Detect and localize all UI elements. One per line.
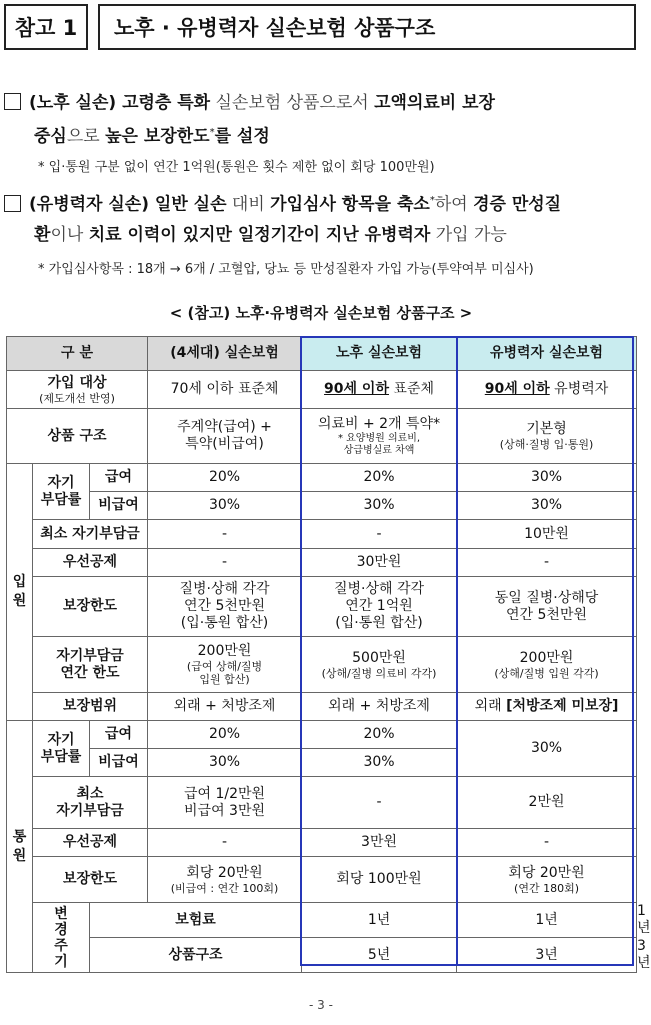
table-row xyxy=(7,857,637,903)
cell-line: 질병·상해 각각 xyxy=(179,581,270,597)
cell: - xyxy=(148,520,302,549)
cell: 30% xyxy=(302,749,457,777)
row-label-copay-rate xyxy=(33,721,90,777)
senior-l2b: 으로 xyxy=(66,126,106,147)
cell-line: 동일 질병·상해당 xyxy=(494,589,599,606)
row-label-covered: 급여 xyxy=(90,464,148,492)
row-label-product-structure: 상품구조 xyxy=(90,938,302,973)
cell: 20% xyxy=(302,464,457,492)
paragraph-preexisting-line1 xyxy=(4,186,636,220)
cell-line: (상해/질병 의료비 각각) xyxy=(321,666,437,680)
cell-line: 500만원 xyxy=(352,649,406,666)
senior-l2c: 높은 보장한도 xyxy=(105,126,210,147)
pre-l2d: 가입 가능 xyxy=(430,224,507,245)
cell xyxy=(457,693,637,721)
pre-l1d: 하여 xyxy=(434,194,474,215)
row-label-annual-cap xyxy=(33,637,148,693)
pre-l2c: 치료 이력이 있지만 일정기간이 지난 유병력자 xyxy=(88,224,431,245)
table-row xyxy=(7,693,637,721)
cell-text: 외래 xyxy=(474,698,507,714)
row-label-min-copay xyxy=(33,777,148,829)
cell-line: 연간 1억원 xyxy=(345,598,413,614)
cell-line: 회당 20만원 xyxy=(508,864,585,881)
cell: 20% xyxy=(302,721,457,749)
header xyxy=(4,4,636,54)
senior-text: 실손보험 상품으로서 xyxy=(210,93,375,113)
cell xyxy=(457,409,637,464)
cell: 외래 + 처방조제 xyxy=(148,693,302,721)
col-header-senior: 노후 실손보험 xyxy=(302,337,457,371)
group-text: 입 원 xyxy=(12,574,27,609)
cell: 30% xyxy=(457,721,637,777)
cell: 30% xyxy=(148,492,302,520)
paragraph-senior xyxy=(4,88,636,152)
header-label: 참고 1 xyxy=(4,4,88,50)
cap-l1: 자기부담금 xyxy=(56,647,124,664)
cell-line: (입·통원 합산) xyxy=(335,615,423,631)
copay-l1: 자기 xyxy=(47,731,75,748)
cell: - xyxy=(148,549,302,577)
checkbox-square-icon xyxy=(4,195,21,212)
table-row: 변 경 주 기 보험료 1년 1년 1년 xyxy=(7,903,637,938)
table-row xyxy=(7,829,637,857)
cell xyxy=(457,637,637,693)
cell: 20% xyxy=(148,721,302,749)
col-header-4th-gen: (4세대) 실손보험 xyxy=(148,337,302,371)
table-row xyxy=(7,721,637,749)
row-label-eligibility xyxy=(7,371,148,409)
cell-line: (상해/질병 입원 각각) xyxy=(494,666,599,680)
cell-line: (입·통원 합산) xyxy=(180,615,269,631)
cell xyxy=(302,371,457,409)
group-label-outpatient xyxy=(7,721,33,973)
cell xyxy=(302,637,457,693)
row-label-covered: 급여 xyxy=(90,721,148,749)
row-label-noncovered: 비급여 xyxy=(90,492,148,520)
paragraph-senior-line1 xyxy=(4,88,636,118)
cell-line: 주계약(급여) + xyxy=(177,419,272,435)
table-row xyxy=(7,549,637,577)
cell: 3만원 xyxy=(302,829,457,857)
cell xyxy=(457,577,637,637)
eligibility-l2: (제도개선 반영) xyxy=(39,391,115,405)
cell: 30% xyxy=(457,492,637,520)
cell-line: 연간 5천만원 xyxy=(506,606,588,623)
cell-line: 질병·상해 각각 xyxy=(334,581,425,597)
cell xyxy=(302,409,457,464)
cell: - xyxy=(457,549,637,577)
row-label-deduction: 우선공제 xyxy=(33,829,148,857)
pre-l2b: 이나 xyxy=(50,224,89,245)
cell xyxy=(148,577,302,637)
pre-l1b: 대비 xyxy=(226,194,271,215)
cell: 2만원 xyxy=(457,777,637,829)
cell-text-bold: [처방조제 미보장] xyxy=(506,698,619,714)
table-row xyxy=(7,371,637,409)
table-caption: < (참고) 노후·유병력자 실손보험 상품구조 > xyxy=(169,304,473,322)
cell-line: (연간 180회) xyxy=(514,881,579,895)
checkbox-square-icon xyxy=(4,93,21,110)
cell-line: 200만원 xyxy=(197,643,252,659)
cell: 30만원 xyxy=(302,549,457,577)
cell-line: (급여 상해/질병 xyxy=(186,660,263,673)
cell xyxy=(457,857,637,903)
cell: 70세 이하 표준체 xyxy=(148,371,302,409)
cell xyxy=(148,777,302,829)
cap-l2: 연간 한도 xyxy=(60,664,120,681)
paragraph-preexisting-line2 xyxy=(4,220,636,250)
senior-l2d: 를 설정 xyxy=(214,126,270,147)
cell-line: * 요양병원 의료비, xyxy=(337,432,421,444)
row-label-copay-rate xyxy=(33,464,90,520)
copay-l2: 부담률 xyxy=(40,748,82,765)
cell-line: 상급병실료 차액 xyxy=(343,444,415,456)
cell-line: (비급여 : 연간 100회) xyxy=(170,881,279,895)
cell-line: 급여 1/2만원 xyxy=(183,785,266,802)
cell xyxy=(148,409,302,464)
cell: 30% xyxy=(457,464,637,492)
senior-emph: 고액의료비 보장 xyxy=(374,93,495,113)
table-row xyxy=(7,464,637,492)
cell: - xyxy=(302,777,457,829)
cell-line: 연간 5천만원 xyxy=(184,598,266,614)
cell: 3년 xyxy=(457,938,637,973)
copay-l2: 부담률 xyxy=(40,491,82,508)
page-number: - 3 - xyxy=(309,998,333,1012)
table-row xyxy=(7,409,637,464)
product-structure-table xyxy=(6,336,651,973)
preexisting-footnote: * 가입심사항목 : 18개 → 6개 / 고혈압, 당뇨 등 만성질환자 가입 가능(투약여부 미심사) xyxy=(38,262,534,277)
cell: 회당 100만원 xyxy=(302,857,457,903)
row-label-coverage-limit: 보장한도 xyxy=(33,577,148,637)
cell xyxy=(302,577,457,637)
cell-line: 회당 20만원 xyxy=(186,864,263,881)
senior-sup: * xyxy=(209,127,215,138)
senior-footnote: * 입·통원 구분 없이 연간 1억원(통원은 횟수 제한 없이 회당 100만원) xyxy=(38,160,435,175)
table-row xyxy=(7,520,637,549)
paragraph-preexisting xyxy=(4,186,636,250)
cell-line: 입원 합산) xyxy=(199,673,250,686)
cell-line: 비급여 3만원 xyxy=(184,802,266,819)
pre-l1c: 가입심사 항목을 축소 xyxy=(270,194,430,215)
cell: 1년 xyxy=(302,903,457,938)
group-label-cycle xyxy=(33,903,90,973)
copay-l1: 자기 xyxy=(47,474,75,491)
cell-line: (상해·질병 입·통원) xyxy=(499,438,594,451)
header-title: 노후 · 유병력자 실손보험 상품구조 xyxy=(98,4,636,50)
eligibility-l1: 가입 대상 xyxy=(47,374,107,391)
cell: 외래 + 처방조제 xyxy=(302,693,457,721)
cell-text: 표준체 xyxy=(388,381,435,397)
cell: 30% xyxy=(148,749,302,777)
cell-text: 유병력자 xyxy=(549,381,609,397)
table-row xyxy=(7,492,637,520)
cell xyxy=(457,371,637,409)
cell: - xyxy=(302,520,457,549)
table-row xyxy=(7,577,637,637)
pre-l2a: 환 xyxy=(34,224,51,245)
row-label-coverage-limit: 보장한도 xyxy=(33,857,148,903)
pre-l1a: (유병력자 실손) 일반 실손 xyxy=(29,194,227,215)
group-text: 변 경 주 기 xyxy=(54,905,68,970)
row-label-structure: 상품 구조 xyxy=(7,409,148,464)
cell: 5년 xyxy=(302,938,457,973)
pre-sup: * xyxy=(429,195,435,206)
row-label-deduction: 우선공제 xyxy=(33,549,148,577)
cell: 20% xyxy=(148,464,302,492)
paragraph-senior-line2 xyxy=(4,118,636,152)
senior-l2a: 중심 xyxy=(34,126,67,147)
senior-lead: (노후 실손) 고령층 특화 xyxy=(29,93,211,113)
table-row xyxy=(7,777,637,829)
cell: - xyxy=(148,829,302,857)
group-label-inpatient xyxy=(7,464,33,721)
pre-l1e: 경증 만성질 xyxy=(473,194,562,215)
cell: 1년 xyxy=(457,903,637,938)
cell-line: 기본형 xyxy=(526,421,567,437)
cell-line: 의료비 + 2개 특약* xyxy=(317,415,441,432)
table-header-row xyxy=(7,337,637,371)
cell: - xyxy=(457,829,637,857)
row-label-min-copay: 최소 자기부담금 xyxy=(33,520,148,549)
cell-line: 200만원 xyxy=(519,649,574,666)
group-text: 통 원 xyxy=(12,828,27,864)
cell: 10만원 xyxy=(457,520,637,549)
min-l1: 최소 xyxy=(76,785,104,802)
cell xyxy=(148,637,302,693)
row-label-noncovered: 비급여 xyxy=(90,749,148,777)
row-label-scope: 보장범위 xyxy=(33,693,148,721)
col-header-category: 구 분 xyxy=(7,337,148,371)
min-l2: 자기부담금 xyxy=(56,802,124,819)
table-row: 상품구조 5년 3년 3년 xyxy=(7,938,637,973)
table-row xyxy=(7,637,637,693)
cell xyxy=(148,857,302,903)
cell-line: 특약(비급여) xyxy=(185,436,264,452)
cell-underline: 90세 이하 xyxy=(324,381,389,397)
cell: 30% xyxy=(302,492,457,520)
row-label-premium: 보험료 xyxy=(90,903,302,938)
cell-underline: 90세 이하 xyxy=(484,381,550,397)
col-header-preexisting: 유병력자 실손보험 xyxy=(457,337,637,371)
